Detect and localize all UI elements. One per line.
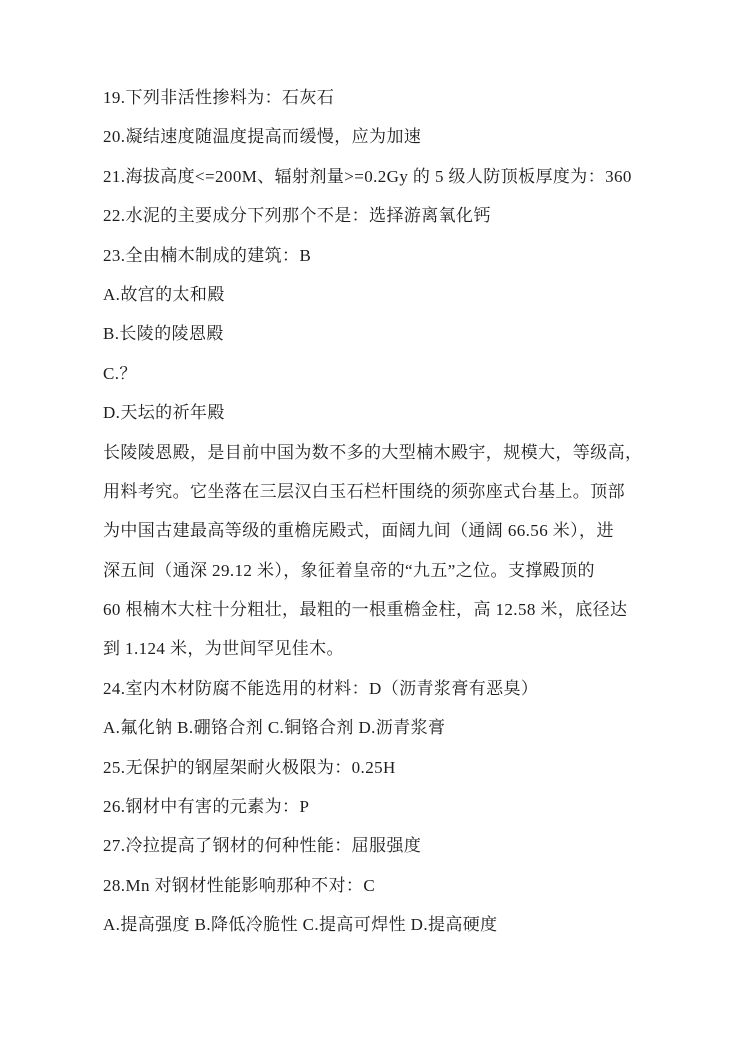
- question-27: 27.冷拉提高了钢材的何种性能：屈服强度: [103, 836, 422, 856]
- question-25: 25.无保护的钢屋架耐火极限为：0.25H: [103, 757, 396, 777]
- option-23-d: D.天坛的祈年殿: [103, 403, 225, 423]
- question-26: 26.钢材中有害的元素为：P: [103, 797, 310, 817]
- question-24: 24.室内木材防腐不能选用的材料：D（沥青浆膏有恶臭）: [103, 678, 539, 698]
- explanation-line-1: 长陵陵恩殿，是目前中国为数不多的大型楠木殿宇，规模大，等级高，: [103, 442, 643, 462]
- option-23-b: B.长陵的陵恩殿: [103, 324, 224, 344]
- explanation-line-6: 到 1.124 米，为世间罕见佳木。: [103, 639, 344, 659]
- question-28: 28.Mn 对钢材性能影响那种不对：C: [103, 875, 376, 895]
- explanation-line-3: 为中国古建最高等级的重檐庑殿式，面阔九间（通阔 66.56 米），进: [103, 521, 614, 541]
- question-19: 19.下列非活性掺料为：石灰石: [103, 88, 335, 107]
- question-23: 23.全由楠木制成的建筑：B: [103, 245, 312, 265]
- explanation-line-2: 用料考究。它坐落在三层汉白玉石栏杆围绕的须弥座式台基上。顶部: [103, 481, 625, 501]
- question-20: 20.凝结速度随温度提高而缓慢，应为加速: [103, 127, 422, 147]
- explanation-line-4: 深五间（通深 29.12 米），象征着皇帝的“九五”之位。支撑殿顶的: [103, 560, 595, 580]
- option-23-c: C.？: [103, 363, 137, 383]
- options-28: A.提高强度 B.降低冷脆性 C.提高可焊性 D.提高硬度: [103, 915, 498, 935]
- question-22: 22.水泥的主要成分下列那个不是：选择游离氧化钙: [103, 206, 491, 226]
- option-23-a: A.故宫的太和殿: [103, 284, 225, 304]
- question-21: 21.海拔高度<=200M、辐射剂量>=0.2Gy 的 5 级人防顶板厚度为：360: [103, 166, 632, 186]
- options-24: A.氟化钠 B.硼铬合剂 C.铜铬合剂 D.沥青浆膏: [103, 718, 446, 738]
- explanation-line-5: 60 根楠木大柱十分粗壮，最粗的一根重檐金柱，高 12.58 米，底径达: [103, 600, 628, 620]
